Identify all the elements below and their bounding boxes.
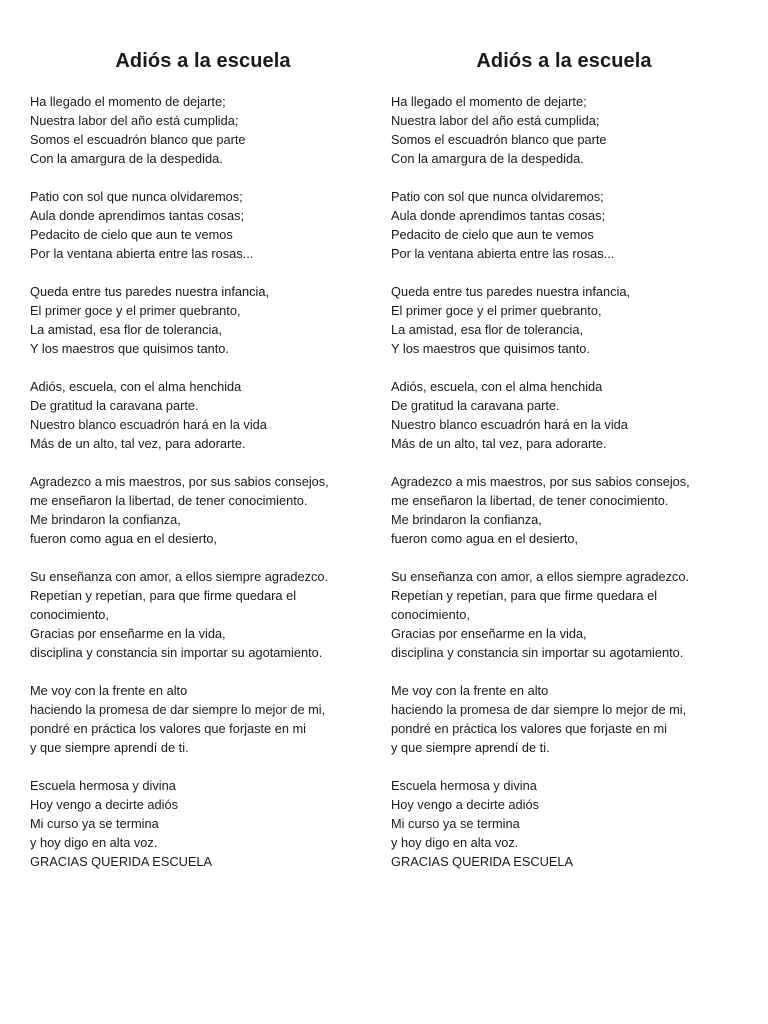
stanza [391, 92, 731, 168]
poem-line: Y los maestros que quisimos tanto. [30, 341, 229, 356]
poem-line: Repetían y repetían, para que firme quedara el [30, 588, 297, 603]
poem-line: Me brindaron la confianza, [30, 512, 181, 527]
poem-line: Adiós, escuela, con el alma henchida [30, 379, 242, 394]
poem-line: Patio con sol que nunca olvidaremos; [391, 189, 604, 204]
stanza [391, 681, 731, 757]
poem-line: De gratitud la caravana parte. [30, 398, 199, 413]
poem-title: Adiós a la escuela [476, 50, 652, 72]
poem-line: haciendo la promesa de dar siempre lo mejor de mi, [30, 702, 326, 717]
poem-line: me enseñaron la libertad, de tener conocimiento. [391, 493, 669, 508]
poem-line: Hoy vengo a decirte adiós [391, 797, 539, 812]
poem-line: Me brindaron la confianza, [391, 512, 542, 527]
poem-line: Nuestra labor del año está cumplida; [30, 113, 239, 128]
poem-line: El primer goce y el primer quebranto, [30, 303, 241, 318]
poem-line: Mi curso ya se termina [30, 816, 159, 831]
poem-line: Pedacito de cielo que aun te vemos [30, 227, 233, 242]
poem-line: Ha llegado el momento de dejarte; [30, 94, 226, 109]
poem-line: Aula donde aprendimos tantas cosas; [30, 208, 245, 223]
stanza [391, 282, 731, 358]
poem-line: y que siempre aprendí de ti. [30, 740, 189, 755]
stanza [391, 567, 731, 662]
stanza [391, 776, 731, 871]
poem-line: De gratitud la caravana parte. [391, 398, 560, 413]
poem-line: Por la ventana abierta entre las rosas... [30, 246, 254, 261]
poem-line: Agradezco a mis maestros, por sus sabios consejos, [30, 474, 329, 489]
poem-line: GRACIAS QUERIDA ESCUELA [391, 854, 574, 869]
poem-body [391, 92, 731, 890]
stanza [30, 187, 370, 263]
poem-line: Escuela hermosa y divina [391, 778, 537, 793]
poem-line: fueron como agua en el desierto, [391, 531, 579, 546]
stanza [30, 472, 370, 548]
poem-line: Adiós, escuela, con el alma henchida [391, 379, 603, 394]
poem-line: La amistad, esa flor de tolerancia, [30, 322, 223, 337]
poem-line: Somos el escuadrón blanco que parte [391, 132, 607, 147]
poem-line: Pedacito de cielo que aun te vemos [391, 227, 594, 242]
poem-line: pondré en práctica los valores que forjaste en mi [391, 721, 667, 736]
stanza [30, 776, 370, 871]
poem-line: y que siempre aprendí de ti. [391, 740, 550, 755]
poem-line: Aula donde aprendimos tantas cosas; [391, 208, 606, 223]
stanza [30, 282, 370, 358]
poem-line: conocimiento, [391, 607, 470, 622]
poem-line: Gracias por enseñarme en la vida, [391, 626, 587, 641]
poem-line: Me voy con la frente en alto [30, 683, 188, 698]
poem-line: Su enseñanza con amor, a ellos siempre agradezco. [391, 569, 690, 584]
poem-line: La amistad, esa flor de tolerancia, [391, 322, 584, 337]
poem-line: GRACIAS QUERIDA ESCUELA [30, 854, 213, 869]
poem-line: Más de un alto, tal vez, para adorarte. [30, 436, 246, 451]
poem-line: Con la amargura de la despedida. [391, 151, 584, 166]
stanza [30, 92, 370, 168]
poem-line: conocimiento, [30, 607, 109, 622]
poem-line: Nuestro blanco escuadrón hará en la vida [30, 417, 267, 432]
poem-line: me enseñaron la libertad, de tener conocimiento. [30, 493, 308, 508]
poem-line: Más de un alto, tal vez, para adorarte. [391, 436, 607, 451]
poem-line: Somos el escuadrón blanco que parte [30, 132, 246, 147]
poem-line: Nuestro blanco escuadrón hará en la vida [391, 417, 628, 432]
stanza [391, 187, 731, 263]
poem-line: y hoy digo en alta voz. [391, 835, 519, 850]
poem-line: Por la ventana abierta entre las rosas... [391, 246, 615, 261]
poem-line: Mi curso ya se termina [391, 816, 520, 831]
stanza [391, 377, 731, 453]
poem-line: Su enseñanza con amor, a ellos siempre agradezco. [30, 569, 329, 584]
stanza [391, 472, 731, 548]
poem-line: pondré en práctica los valores que forjaste en mi [30, 721, 306, 736]
poem-line: Gracias por enseñarme en la vida, [30, 626, 226, 641]
stanza [30, 377, 370, 453]
poem-line: Patio con sol que nunca olvidaremos; [30, 189, 243, 204]
poem-line: Repetían y repetían, para que firme quedara el [391, 588, 658, 603]
poem-line: y hoy digo en alta voz. [30, 835, 158, 850]
poem-line: Queda entre tus paredes nuestra infancia, [391, 284, 631, 299]
poem-line: El primer goce y el primer quebranto, [391, 303, 602, 318]
poem-line: Escuela hermosa y divina [30, 778, 176, 793]
poem-line: Nuestra labor del año está cumplida; [391, 113, 600, 128]
poem-line: Con la amargura de la despedida. [30, 151, 223, 166]
poem-line: Hoy vengo a decirte adiós [30, 797, 178, 812]
poem-line: Queda entre tus paredes nuestra infancia, [30, 284, 270, 299]
poem-line: Agradezco a mis maestros, por sus sabios consejos, [391, 474, 690, 489]
poem-line: Ha llegado el momento de dejarte; [391, 94, 587, 109]
poem-line: fueron como agua en el desierto, [30, 531, 218, 546]
poem-body [30, 92, 370, 890]
poem-line: Y los maestros que quisimos tanto. [391, 341, 590, 356]
poem-line: Me voy con la frente en alto [391, 683, 549, 698]
poem-line: disciplina y constancia sin importar su agotamiento. [30, 645, 323, 660]
stanza [30, 681, 370, 757]
poem-title: Adiós a la escuela [115, 50, 291, 72]
stanza [30, 567, 370, 662]
poem-line: disciplina y constancia sin importar su agotamiento. [391, 645, 684, 660]
poem-line: haciendo la promesa de dar siempre lo mejor de mi, [391, 702, 687, 717]
